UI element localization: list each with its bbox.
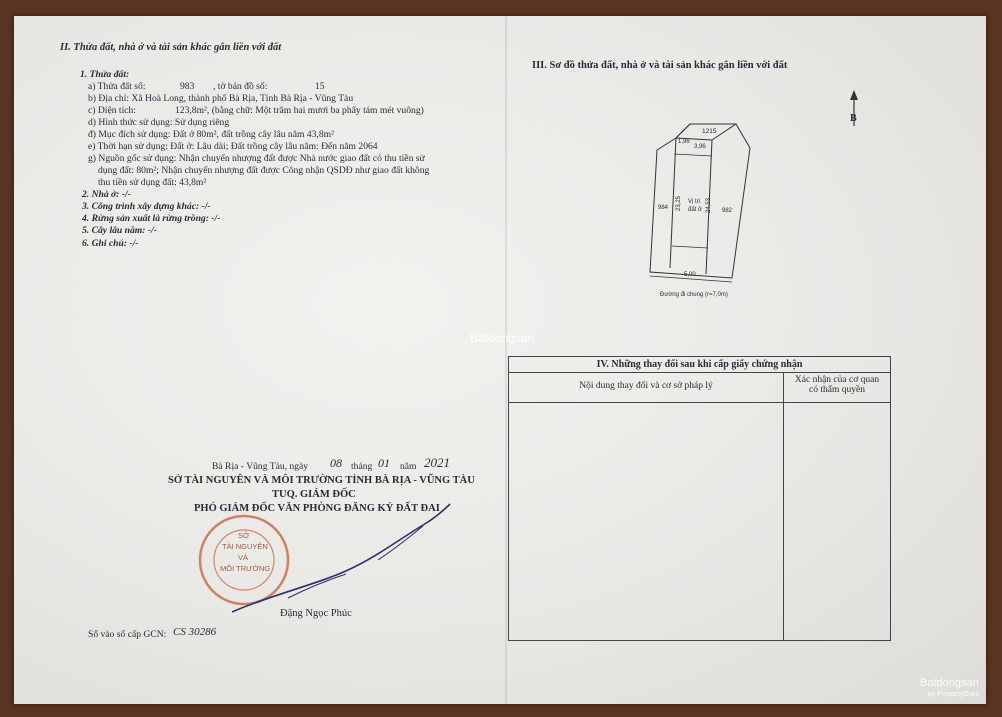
origin-line-3: thu tiền sử dụng đất: 43,8m²	[98, 177, 207, 188]
item-forest: 4. Rừng sản xuất là rừng trồng: -/-	[82, 213, 221, 224]
item-note: 6. Ghi chú: -/-	[82, 238, 139, 249]
dim-bottom: 5,00	[684, 272, 696, 278]
seal-line-2: TÀI NGUYÊN	[222, 542, 268, 551]
date-month-label: tháng	[351, 461, 373, 472]
column-header-confirm-line-1: Xác nhận của cơ quan	[794, 375, 880, 385]
dim-inner-top: 3,96	[694, 144, 706, 150]
watermark-corner-sub: by PropertyGuru	[928, 691, 980, 698]
office-title: PHÓ GIÁM ĐỐC VĂN PHÒNG ĐĂNG KÝ ĐẤT ĐAI	[194, 503, 440, 514]
center-label-1: Vị trí	[688, 199, 701, 205]
section-title-ii: II. Thửa đất, nhà ở và tài sản khác gắn liền với đất	[60, 42, 282, 53]
handwritten-signature	[228, 500, 458, 620]
watermark-center: Batdongsan	[470, 331, 535, 345]
area-label: c) Diện tích:	[88, 105, 136, 116]
date-month: 01	[378, 456, 390, 470]
use-form: d) Hình thức sử dụng: Sử dụng riêng	[88, 117, 230, 128]
road-label: Đường đi chung (r=7,0m)	[660, 292, 728, 298]
parcel-left-label: 984	[658, 205, 669, 211]
north-label: B	[850, 113, 857, 124]
map-number: 15	[315, 81, 325, 92]
parcel-number: 983	[180, 81, 195, 92]
book-value: CS 30286	[173, 626, 217, 638]
date-prefix: Bà Rịa - Vũng Tàu, ngày	[212, 461, 309, 472]
use-term: e) Thời hạn sử dụng: Đất ở: Lâu dài; Đất trồng cây lâu năm: Đến năm 2064	[88, 141, 378, 152]
table-title: IV. Những thay đổi sau khi cấp giấy chứng nhận	[509, 357, 891, 373]
seal-line-3: VÀ	[238, 553, 249, 562]
dim-top: 1215	[702, 128, 717, 135]
office-name: SỞ TÀI NGUYÊN VÀ MÔI TRƯỜNG TỈNH BÀ RỊA - VŨNG TÀU	[168, 475, 475, 486]
origin-line-2: dụng đất: 80m²; Nhận chuyển nhượng đất được Công nhận QSDĐ như giao đất không	[98, 165, 430, 176]
seal-line-1: SỞ	[238, 531, 250, 540]
content-cell	[509, 403, 784, 641]
address: b) Địa chỉ: Xã Hoà Long, thành phố Bà Rịa, Tỉnh Bà Rịa - Vũng Tàu	[88, 93, 354, 104]
signer-name: Đặng Ngọc Phúc	[280, 608, 352, 619]
fold-line	[505, 16, 507, 704]
column-header-content: Nội dung thay đổi và cơ sở pháp lý	[509, 373, 784, 403]
use-purpose: đ) Mục đích sử dụng: Đất ở 80m², đất trồng cây lâu năm 43,8m²	[88, 129, 334, 140]
area-value: 123,8m², (bằng chữ: Một trăm hai mươi ba phẩy tám mét vuông)	[175, 105, 424, 116]
land-heading: 1. Thửa đất:	[80, 69, 130, 80]
confirm-cell	[784, 403, 891, 641]
column-header-confirm-line-2: có thẩm quyền	[809, 385, 865, 395]
dim-right-side: 24,53	[706, 197, 713, 214]
item-perennial: 5. Cây lâu năm: -/-	[82, 225, 157, 236]
origin-line-1: g) Nguồn gốc sử dụng: Nhận chuyển nhượng đất được Nhà nước giao đất có thu tiền sử	[88, 153, 425, 164]
watermark-corner: Batdongsan	[920, 677, 979, 689]
seal-line-4: MÔI TRƯỜNG	[220, 564, 271, 573]
column-header-confirm	[784, 373, 891, 403]
dim-left-top: 1,96	[678, 139, 690, 145]
book-label: Số vào sổ cấp GCN:	[88, 629, 167, 640]
date-year-label: năm	[400, 461, 417, 472]
map-label: , tờ bản đồ số:	[213, 81, 268, 92]
item-construction: 3. Công trình xây dựng khác: -/-	[82, 201, 211, 212]
changes-table	[508, 356, 891, 641]
date-day: 08	[330, 456, 342, 470]
date-year: 2021	[424, 455, 450, 470]
center-label-2: đất ở	[688, 207, 702, 213]
parcel-right-label: 982	[722, 208, 733, 214]
item-house: 2. Nhà ở: -/-	[82, 189, 131, 200]
dim-left-side: 23,25	[676, 195, 683, 212]
section-title-iii: III. Sơ đồ thửa đất, nhà ở và tài sản khác gắn liền với đất	[532, 60, 788, 71]
office-authority: TUQ. GIÁM ĐỐC	[272, 489, 356, 500]
parcel-label: a) Thửa đất số:	[88, 81, 146, 92]
